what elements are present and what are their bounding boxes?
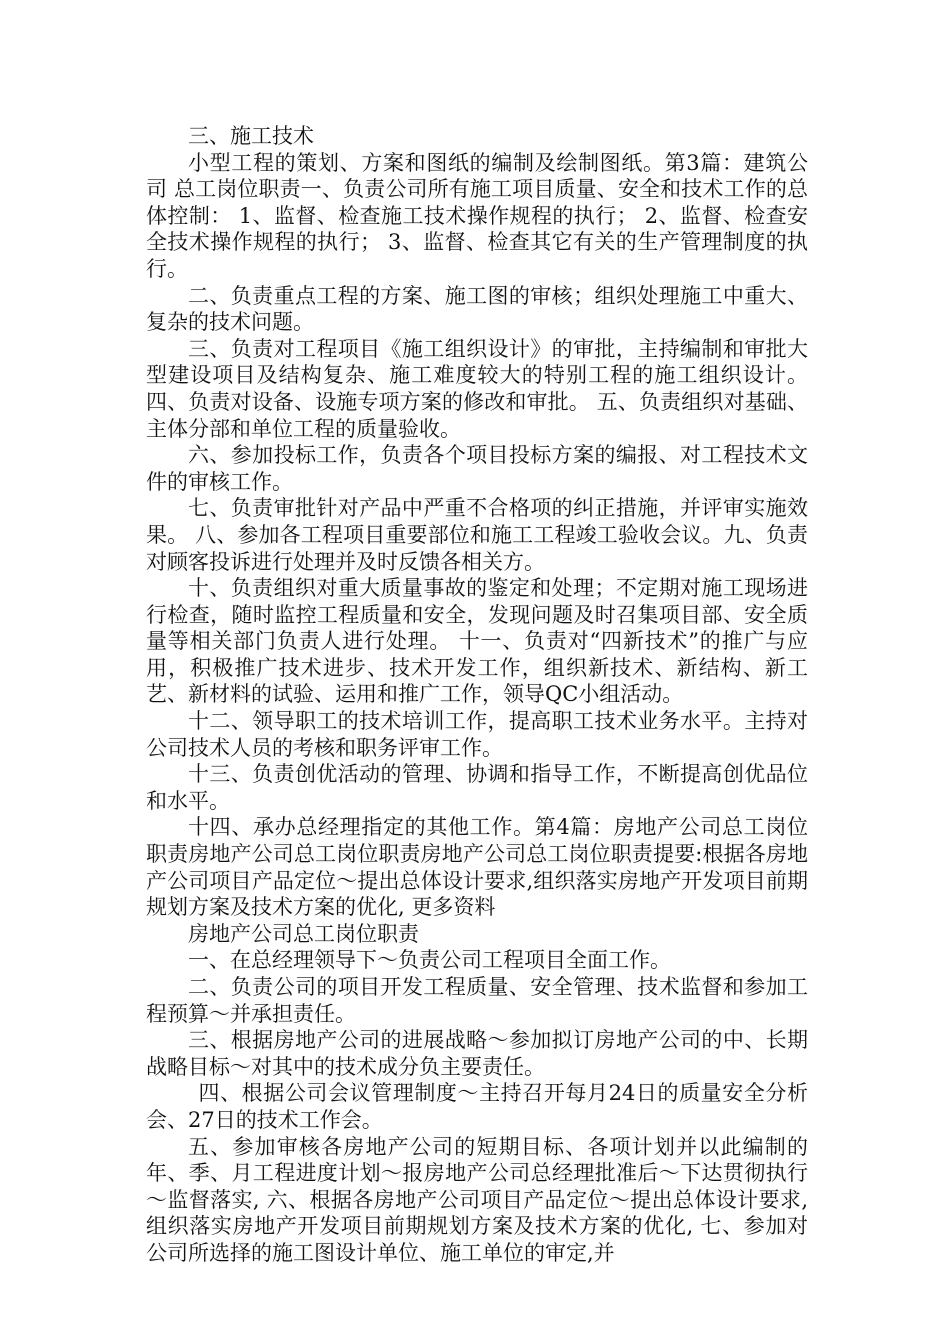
document-page — [146, 123, 808, 1267]
paragraph: 十、负责组织对重大质量事故的鉴定和处理；不定期对施工现场进行检查，随时监控工程质量和安全，发现问题及时召集项目部、安全质量等相关部门负责人进行处理。 十一、负责对“四新技术”的推广与应用，积极推广技术进步、技术开发工作，组织新技术、新结构、新工艺、新材料的试验、运用和推广工作，领导QC小组活动。 — [146, 576, 808, 707]
paragraph: 三、负责对工程项目《施工组织设计》的审批，主持编制和审批大型建设项目及结构复杂、施工难度较大的特别工程的施工组织设计。 四、负责对设备、设施专项方案的修改和审批。 五、负责组织对基础、主体分部和单位工程的质量验收。 — [146, 336, 808, 441]
paragraph: 六、参加投标工作，负责各个项目投标方案的编报、对工程技术文件的审核工作。 — [146, 443, 808, 494]
paragraph: 二、负责公司的项目开发工程质量、安全管理、技术监督和参加工程预算～并承担责任。 — [146, 975, 808, 1026]
section-heading: 三、施工技术 — [188, 124, 314, 148]
paragraph: 一、在总经理领导下～负责公司工程项目全面工作。 — [188, 948, 671, 973]
paragraph: 十四、承办总经理指定的其他工作。第4篇：房地产公司总工岗位职责房地产公司总工岗位职责房地产公司总工岗位职责提要:根据各房地产公司项目产品定位～提出总体设计要求,组织落实房地产开发项目前期规划方案及技术方案的优化, 更多资料 — [146, 815, 808, 920]
paragraph: 十三、负责创优活动的管理、协调和指导工作，不断提高创优品位和水平。 — [146, 762, 808, 813]
paragraph: 十二、领导职工的技术培训工作，提高职工技术业务水平。主持对公司技术人员的考核和职务评审工作。 — [146, 709, 808, 760]
section-heading: 房地产公司总工岗位职责 — [188, 921, 419, 946]
paragraph: 五、参加审核各房地产公司的短期目标、各项计划并以此编制的年、季、月工程进度计划～报房地产公司总经理批准后～下达贯彻执行～监督落实, 六、根据各房地产公司项目产品定位～提出总体设计要求,组织落实房地产开发项目前期规划方案及技术方案的优化, 七、参加对公司所选择的施工图设计单位、施工单位的审定,并 — [146, 1134, 808, 1265]
paragraph: 二、负责重点工程的方案、施工图的审核；组织处理施工中重大、复杂的技术问题。 — [146, 283, 808, 335]
paragraph: 四、根据公司会议管理制度～主持召开每月24日的质量安全分析会、27日的技术工作会。 — [146, 1081, 808, 1132]
paragraph: 七、负责审批针对产品中严重不合格项的纠正措施，并评审实施效果。 八、参加各工程项目重要部位和施工工程竣工验收会议。九、负责对顾客投诉进行处理并及时反馈各相关方。 — [146, 496, 808, 574]
paragraph: 小型工程的策划、方案和图纸的编制及绘制图纸。第3篇：建筑公司 总工岗位职责一、负责公司所有施工项目质量、安全和技术工作的总体控制： 1、监督、检查施工技术操作规程的执行； 2、监督、检查安全技术操作规程的执行； 3、监督、检查其它有关的生产管理制度的执行。 — [146, 150, 808, 281]
paragraph: 三、根据房地产公司的进展战略～参加拟订房地产公司的中、长期战略目标～对其中的技术成分负主要责任。 — [146, 1028, 808, 1079]
